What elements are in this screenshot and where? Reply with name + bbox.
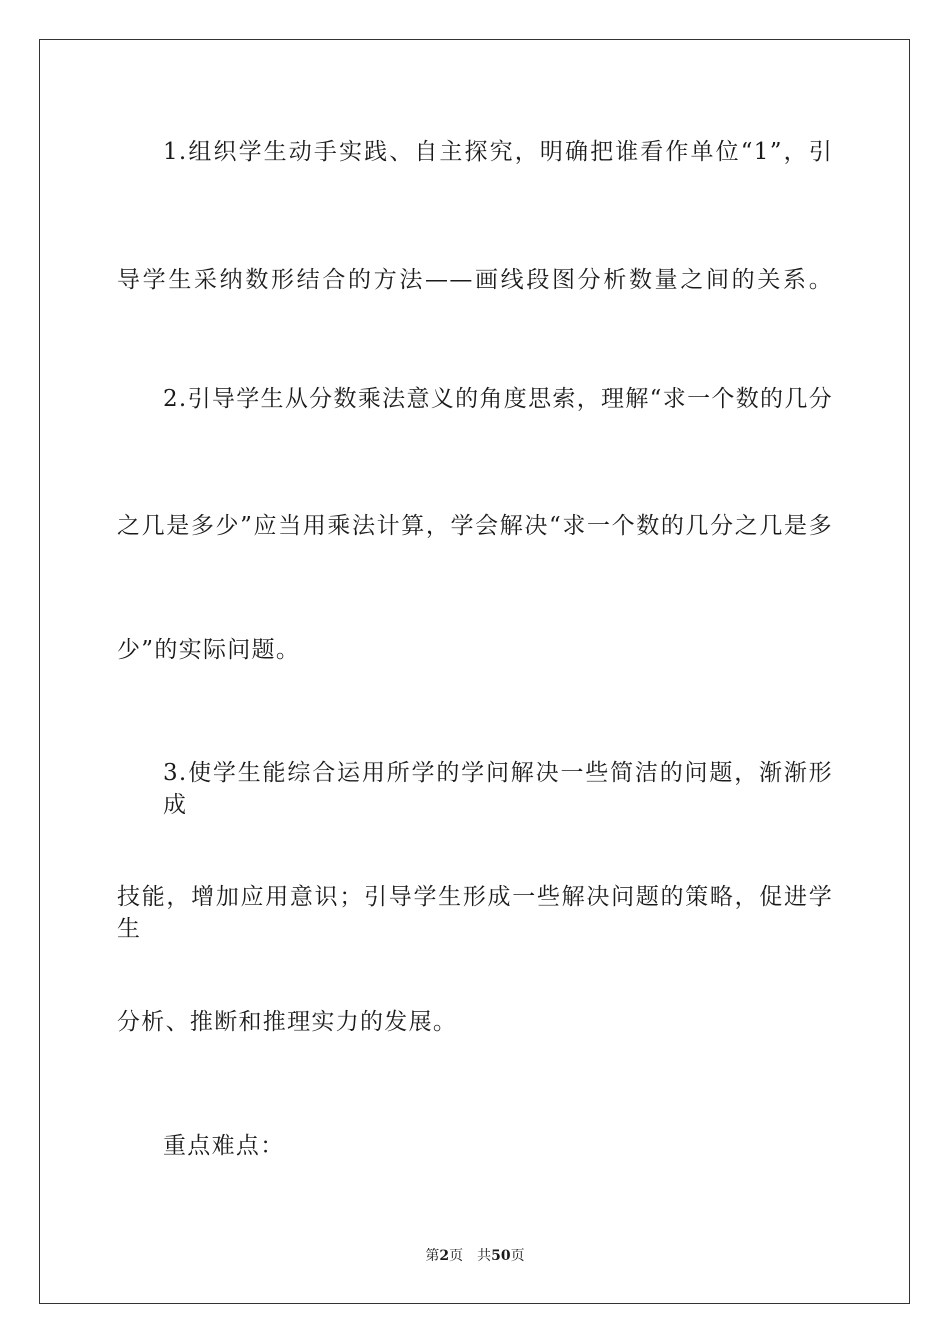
total-prefix: 共 — [477, 1248, 492, 1264]
paragraph-1-line-2: 导学生采纳数形结合的方法——画线段图分析数量之间的关系。 — [117, 267, 833, 293]
page-number: 2 — [439, 1248, 450, 1264]
page-suffix: 页 — [449, 1248, 464, 1264]
page-border — [39, 39, 910, 1304]
total-suffix: 页 — [510, 1248, 525, 1264]
paragraph-3-line-1: 3.使学生能综合运用所学的学问解决一些简洁的问题，渐渐形成 — [163, 760, 833, 818]
section-heading: 重点难点： — [163, 1133, 285, 1159]
total-pages: 50 — [491, 1248, 511, 1264]
paragraph-3-line-3: 分析、推断和推理实力的发展。 — [117, 1009, 458, 1035]
page-prefix: 第 — [425, 1248, 440, 1264]
paragraph-2-line-3: 少”的实际问题。 — [117, 637, 301, 663]
page-footer — [0, 1246, 950, 1266]
paragraph-2-line-2: 之几是多少”应当用乘法计算，学会解决“求一个数的几分之几是多 — [117, 513, 833, 539]
paragraph-3-line-2: 技能，增加应用意识；引导学生形成一些解决问题的策略，促进学生 — [117, 884, 833, 942]
paragraph-1-line-1: 1.组织学生动手实践、自主探究，明确把谁看作单位“1”，引 — [163, 139, 833, 165]
paragraph-2-line-1: 2.引导学生从分数乘法意义的角度思索，理解“求一个数的几分 — [163, 386, 833, 412]
